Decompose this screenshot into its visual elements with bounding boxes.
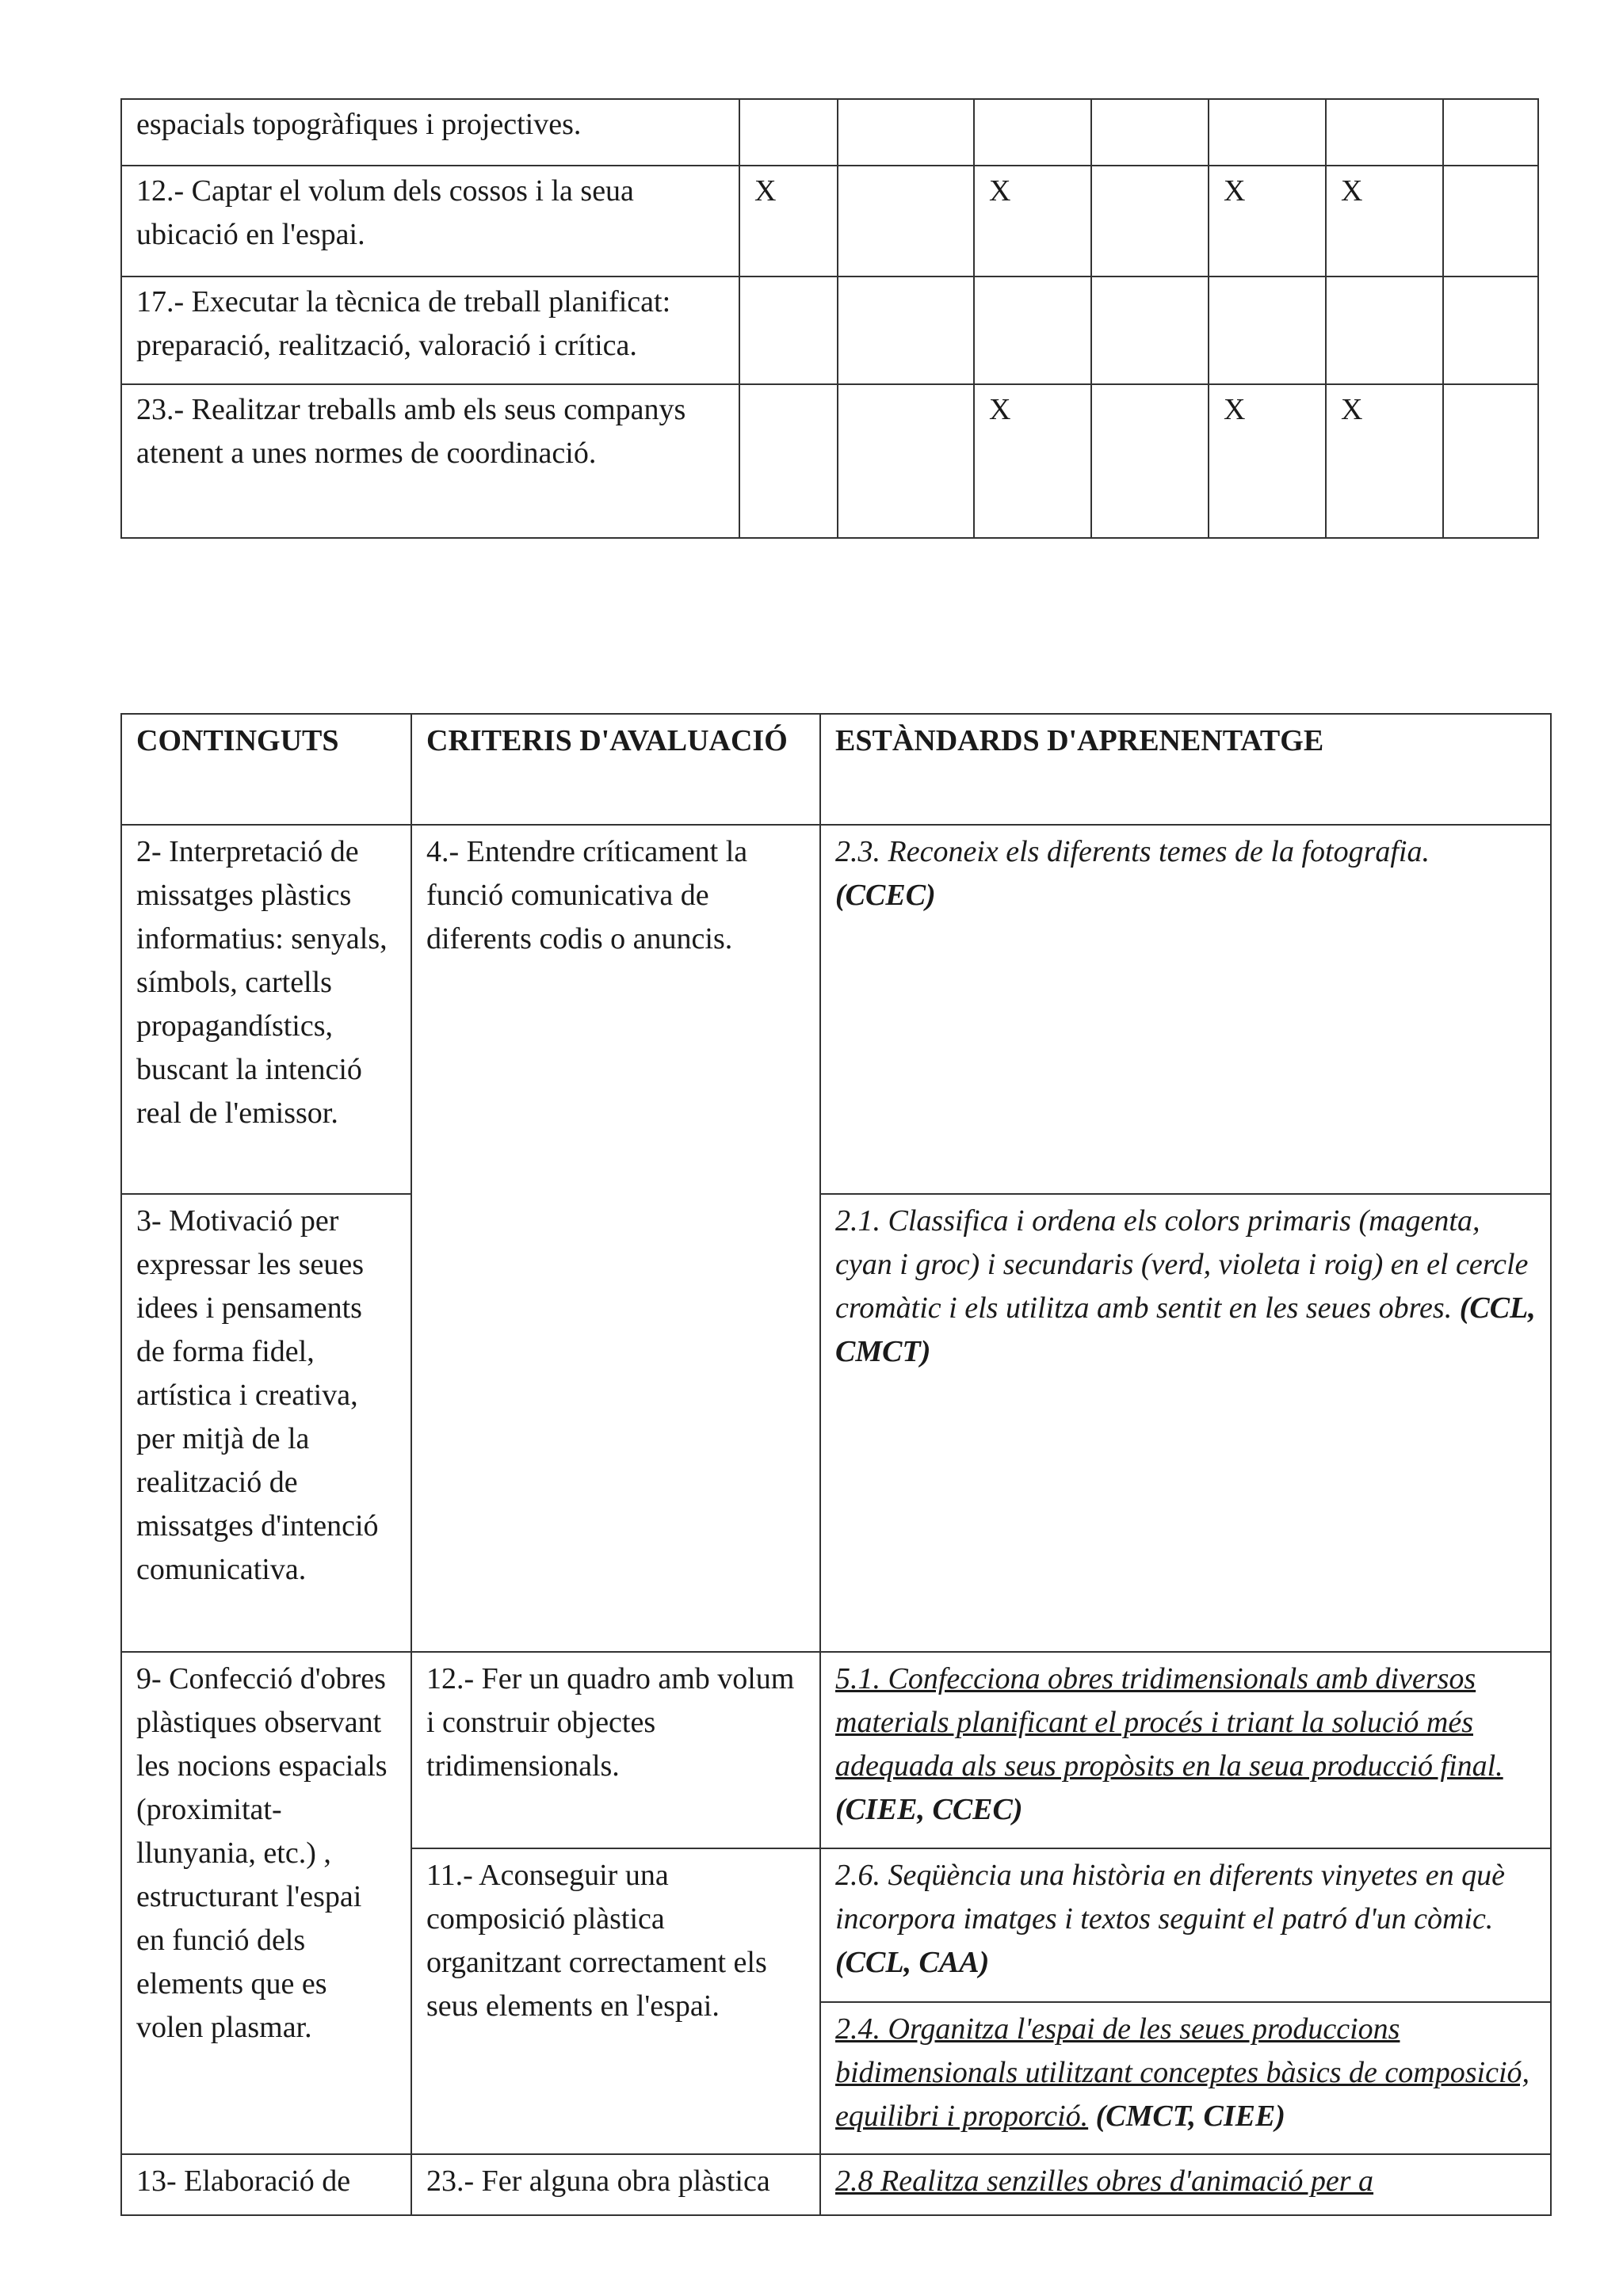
standard-competences: (CCL, CMCT) xyxy=(835,1291,1536,1368)
matrix-cell xyxy=(1326,99,1443,166)
standard-cell xyxy=(820,1652,1551,1848)
criterion-cell: 4.- Entendre críticament la funció comunicativa de diferents codis o anuncis. xyxy=(411,825,820,1652)
matrix-cell xyxy=(739,384,838,538)
curriculum-table xyxy=(120,713,1552,2216)
standard-text: 5.1. Confecciona obres tridimensionals amb diversos materials planificant el procés i triant la solució més adequada als seus propòsits en la seua producció final. xyxy=(835,1662,1503,1783)
standard-cell xyxy=(820,2002,1551,2154)
header-row xyxy=(121,714,1551,825)
matrix-cell: X xyxy=(974,166,1091,277)
matrix-cell xyxy=(838,166,974,277)
matrix-cell xyxy=(1209,277,1326,384)
matrix-row xyxy=(121,384,1538,538)
matrix-cell xyxy=(974,277,1091,384)
matrix-cell: X xyxy=(739,166,838,277)
matrix-row-label: 12.- Captar el volum dels cossos i la seua ubicació en l'espai. xyxy=(121,166,739,277)
criterion-cell: 23.- Fer alguna obra plàstica xyxy=(411,2154,820,2215)
standard-text: 2.3. Reconeix els diferents temes de la fotografia. xyxy=(835,835,1430,868)
evaluation-matrix-table xyxy=(120,98,1539,539)
content-cell: 13- Elaboració de xyxy=(121,2154,411,2215)
content-cell: 2- Interpretació de missatges plàstics informatius: senyals, símbols, cartells propagandístics, buscant la intenció real de l'emissor. xyxy=(121,825,411,1194)
criterion-cell: 12.- Fer un quadro amb volum i construir objectes tridimensionals. xyxy=(411,1652,820,1848)
matrix-cell: X xyxy=(1209,384,1326,538)
matrix-row-label: 23.- Realitzar treballs amb els seus companys atenent a unes normes de coordinació. xyxy=(121,384,739,538)
matrix-cell xyxy=(838,384,974,538)
table-row xyxy=(121,1194,1551,1652)
matrix-cell xyxy=(1091,166,1209,277)
standard-cell xyxy=(820,1848,1551,2002)
matrix-cell xyxy=(1443,384,1538,538)
standard-competences: (CIEE, CCEC) xyxy=(835,1793,1023,1826)
matrix-cell xyxy=(974,99,1091,166)
matrix-row-label: 17.- Executar la tècnica de treball planificat: preparació, realització, valoració i crítica. xyxy=(121,277,739,384)
matrix-cell xyxy=(739,99,838,166)
matrix-cell: X xyxy=(1326,166,1443,277)
table-row xyxy=(121,2154,1551,2215)
matrix-cell xyxy=(1326,277,1443,384)
standard-text: 2.1. Classifica i ordena els colors primaris (magenta, cyan i groc) i secundaris (verd, violeta i roig) en el cercle cromàtic i els utilitza amb sentit en les seues obres. xyxy=(835,1204,1529,1325)
standard-cell xyxy=(820,1194,1551,1652)
standard-competences: (CMCT, CIEE) xyxy=(1095,2100,1285,2133)
standard-competences: (CCL, CAA) xyxy=(835,1946,990,1979)
matrix-cell xyxy=(739,277,838,384)
matrix-cell: X xyxy=(1326,384,1443,538)
standard-text: 2.8 Realitza senzilles obres d'animació per a xyxy=(835,2164,1374,2198)
content-cell: 3- Motivació per expressar les seues idees i pensaments de forma fidel, artística i creativa, per mitjà de la realització de missatges d'intenció comunicativa. xyxy=(121,1194,411,1652)
table-row xyxy=(121,1652,1551,1848)
header-continguts: CONTINGUTS xyxy=(121,714,411,825)
matrix-row xyxy=(121,277,1538,384)
content-cell: 9- Confecció d'obres plàstiques observant les nocions espacials (proximitat-llunyania, etc.) , estructurant l'espai en funció dels elements que es volen plasmar. xyxy=(121,1652,411,2154)
standard-text: 2.4. Organitza l'espai de les seues produccions bidimensionals utilitzant conceptes bàsics de composició, equilibri i proporció. xyxy=(835,2012,1530,2133)
criterion-cell: 11.- Aconseguir una composició plàstica organitzant correctament els seus elements en l'espai. xyxy=(411,1848,820,2154)
standard-competences: (CCEC) xyxy=(835,879,936,912)
matrix-cell xyxy=(1443,166,1538,277)
standard-cell xyxy=(820,825,1551,1194)
matrix-cell xyxy=(838,99,974,166)
matrix-cell: X xyxy=(974,384,1091,538)
matrix-cell xyxy=(1091,99,1209,166)
matrix-cell xyxy=(1209,99,1326,166)
matrix-cell xyxy=(1091,277,1209,384)
matrix-cell: X xyxy=(1209,166,1326,277)
matrix-row-label: espacials topogràfiques i projectives. xyxy=(121,99,739,166)
matrix-row xyxy=(121,166,1538,277)
matrix-cell xyxy=(838,277,974,384)
matrix-row xyxy=(121,99,1538,166)
standard-text: 2.6. Seqüència una història en diferents vinyetes en què incorpora imatges i textos seguint el patró d'un còmic. xyxy=(835,1859,1505,1936)
header-estandards: ESTÀNDARDS D'APRENENTATGE xyxy=(820,714,1551,825)
matrix-cell xyxy=(1443,277,1538,384)
table-row xyxy=(121,825,1551,1194)
header-criteris: CRITERIS D'AVALUACIÓ xyxy=(411,714,820,825)
matrix-cell xyxy=(1091,384,1209,538)
matrix-cell xyxy=(1443,99,1538,166)
standard-cell xyxy=(820,2154,1551,2215)
